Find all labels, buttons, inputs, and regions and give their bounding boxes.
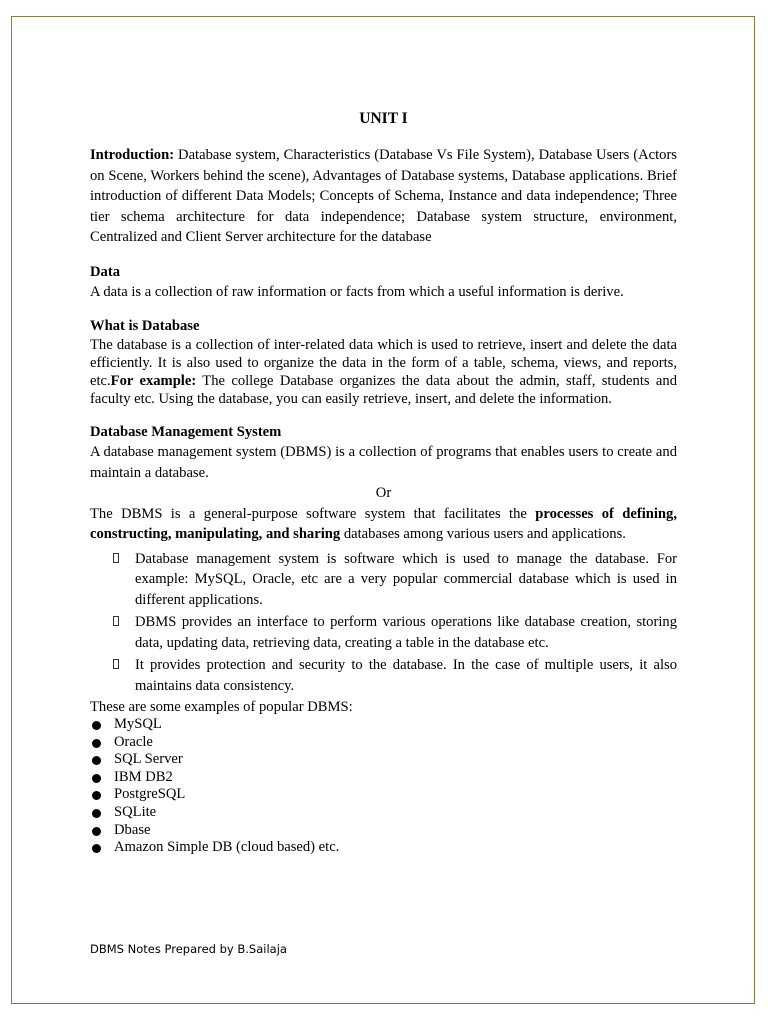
page-footer: DBMS Notes Prepared by B.Sailaja xyxy=(90,942,287,956)
what-is-db-heading: What is Database xyxy=(90,318,200,334)
unit-title: UNIT I xyxy=(359,110,408,127)
or-separator: Or xyxy=(375,485,392,501)
dbms-point xyxy=(90,655,677,696)
bullet-icon xyxy=(92,791,101,800)
example-text: PostgreSQL xyxy=(114,786,186,803)
dbms-text2 xyxy=(90,504,677,545)
checkbox-glyph-icon xyxy=(113,616,119,626)
list-item xyxy=(90,716,677,734)
list-item xyxy=(90,769,677,787)
dbms-text2-bold: processes of defining, constructing, manipulating, and sharing xyxy=(90,505,677,542)
what-is-db-text2: The college Database organizes the data about the admin, staff, students and faculty etc. Using the database, you can easily retrieve, insert, and delete the information. xyxy=(90,373,677,407)
bullet-icon xyxy=(92,739,101,748)
dbms-text2b: databases among various users and applications. xyxy=(340,526,626,542)
bullet-icon xyxy=(92,756,101,765)
list-item xyxy=(90,804,677,822)
intro-text: Database system, Characteristics (Database Vs File System), Database Users (Actors on Scene, Workers behind the scene), Advantages of Database systems, Database applications. Brief introduction of different Data Models; Concepts of Schema, Instance and data independence; Three tier schema architecture for data independence; Database system structure, environment, Centralized and Client Server architecture for the database xyxy=(90,147,677,245)
bullet-icon xyxy=(92,809,101,818)
example-text: SQL Server xyxy=(114,751,183,768)
dbms-point-text: Database management system is software which is used to manage the database. For example: MySQL, Oracle, etc are a very popular commercial database which is used in different applications. xyxy=(135,550,677,608)
intro-label: Introduction: xyxy=(90,147,175,163)
bullet-icon xyxy=(92,827,101,836)
what-is-db-paragraph xyxy=(90,336,677,408)
dbms-point-text: DBMS provides an interface to perform various operations like database creation, storing data, updating data, retrieving data, creating a table in the database etc. xyxy=(135,614,677,651)
data-heading: Data xyxy=(90,263,120,280)
example-text: Dbase xyxy=(114,821,151,838)
dbms-point-text: It provides protection and security to the database. In the case of multiple users, it also maintains data consistency. xyxy=(135,657,677,694)
list-item xyxy=(90,839,677,857)
intro-paragraph xyxy=(90,145,677,248)
checkbox-glyph-icon xyxy=(113,553,119,563)
list-item xyxy=(90,786,677,804)
bullet-icon xyxy=(92,721,101,730)
checkbox-glyph-icon xyxy=(113,659,119,669)
example-text: IBM DB2 xyxy=(114,768,173,785)
dbms-point xyxy=(90,612,677,653)
bullet-icon xyxy=(92,844,101,853)
examples-intro: These are some examples of popular DBMS: xyxy=(90,699,353,715)
data-text: A data is a collection of raw information or facts from which a useful information is derive. xyxy=(90,283,624,300)
list-item xyxy=(90,751,677,769)
dbms-examples-list xyxy=(90,716,677,857)
example-label: For example: xyxy=(110,373,197,389)
bullet-icon xyxy=(92,774,101,783)
what-is-db-text1: The database is a collection of inter-related data which is used to retrieve, insert and delete the data efficiently. It is also used to organize the data in the form of a table, schema, views, and reports, etc. xyxy=(90,337,677,389)
list-item xyxy=(90,734,677,752)
dbms-points xyxy=(90,549,677,697)
example-text: SQLite xyxy=(114,803,157,820)
dbms-text1: A database management system (DBMS) is a collection of programs that enables users to create and maintain a database. xyxy=(90,444,677,481)
dbms-heading: Database Management System xyxy=(90,424,282,440)
dbms-point xyxy=(90,549,677,611)
example-text: Oracle xyxy=(114,733,153,750)
list-item xyxy=(90,822,677,840)
example-text: Amazon Simple DB (cloud based) etc. xyxy=(114,839,340,856)
dbms-text2a: The DBMS is a general-purpose software system that facilitates the xyxy=(90,505,536,522)
document-body xyxy=(90,108,677,857)
example-text: MySQL xyxy=(114,716,162,732)
